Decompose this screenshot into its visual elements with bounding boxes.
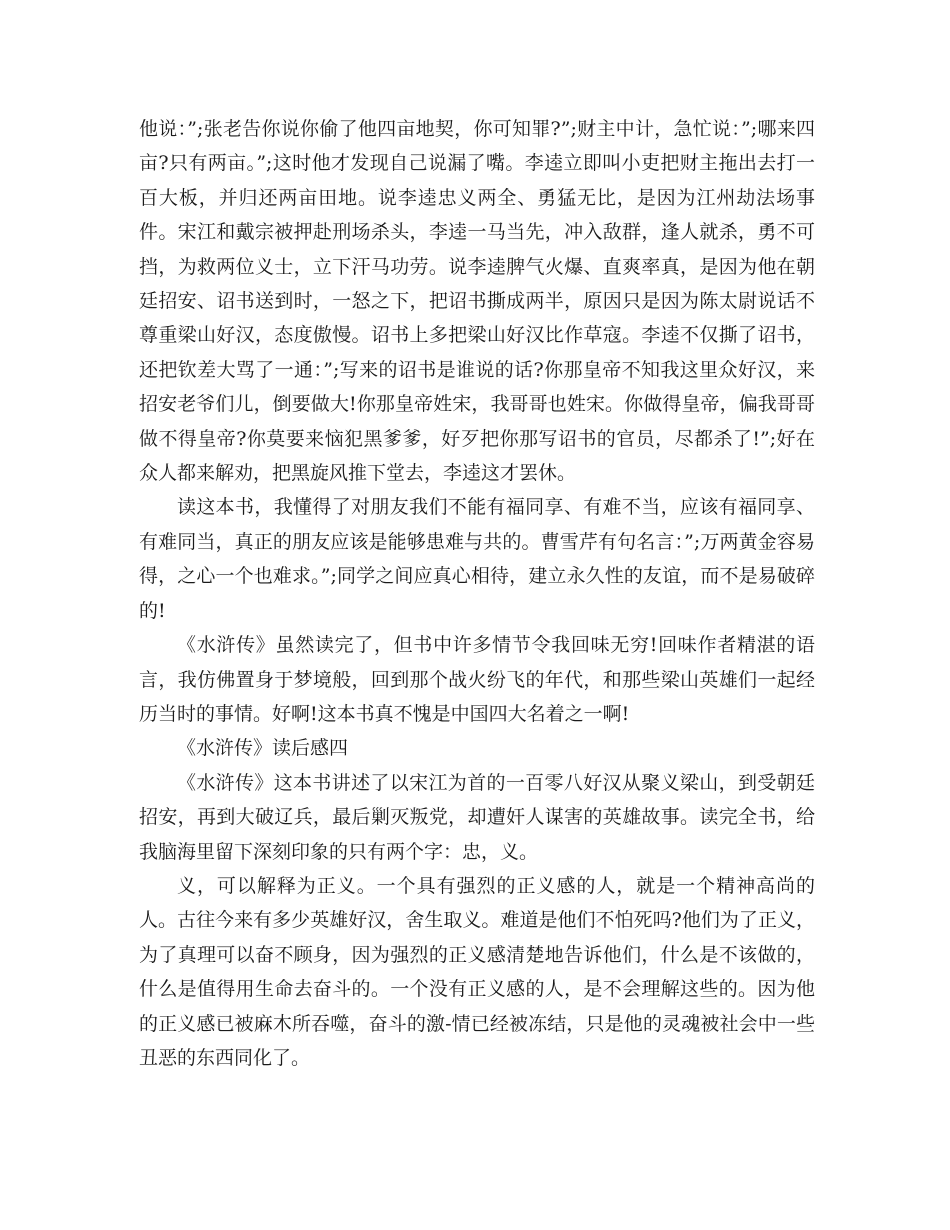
paragraph-5: 义，可以解释为正义。一个具有强烈的正义感的人，就是一个精神高尚的人。古往今来有多少英雄好汉，舍生取义。难道是他们不怕死吗?他们为了正义，为了真理可以奋不顾身，因为强烈的正义感清楚地告诉他们，什么是不该做的，什么是值得用生命去奋斗的。一个没有正义感的人，是不会理解这些的。因为他的正义感已被麻木所吞噬，奋斗的激-情已经被冻结，只是他的灵魂被社会中一些丑恶的东西同化了。 [139,874,815,1069]
document-body [139,112,815,1075]
paragraph-4: 《水浒传》这本书讲述了以宋江为首的一百零八好汉从聚义梁山，到受朝廷招安，再到大破辽兵，最后剿灭叛党，却遭奸人谋害的英雄故事。读完全书，给我脑海里留下深刻印象的只有两个字：忠，义。 [139,771,815,863]
paragraph-1: 他说：”;张老告你说你偷了他四亩地契，你可知罪?”;财主中计，急忙说：”;哪来四亩?只有两亩。”;这时他才发现自己说漏了嘴。李逵立即叫小吏把财主拖出去打一百大板，并归还两亩田地。说李逵忠义两全、勇猛无比，是因为江州劫法场事件。宋江和戴宗被押赴刑场杀头，李逵一马当先，冲入敌群，逢人就杀，勇不可挡，为救两位义士，立下汗马功劳。说李逵脾气火爆、直爽率真，是因为他在朝廷招安、诏书送到时，一怒之下，把诏书撕成两半，原因只是因为陈太尉说话不尊重梁山好汉，态度傲慢。诏书上多把梁山好汉比作草寇。李逵不仅撕了诏书，还把钦差大骂了一通：”;写来的诏书是谁说的话?你那皇帝不知我这里众好汉，来招安老爷们儿，倒要做大!你那皇帝姓宋，我哥哥也姓宋。你做得皇帝，偏我哥哥做不得皇帝?你莫要来恼犯黑爹爹，好歹把你那写诏书的官员，尽都杀了!”;好在众人都来解劝，把黑旋风推下堂去，李逵这才罢休。 [139,118,815,485]
section-heading: 《水浒传》读后感四 [177,737,349,760]
paragraph-2: 读这本书，我懂得了对朋友我们不能有福同享、有难不当，应该有福同享、有难同当，真正的朋友应该是能够患难与共的。曹雪芹有句名言：”;万两黄金容易得，之心一个也难求。”;同学之间应真心相待，建立永久性的友谊，而不是易破碎的! [139,496,815,622]
paragraph-3: 《水浒传》虽然读完了，但书中许多情节令我回味无穷!回味作者精湛的语言，我仿佛置身于梦境般，回到那个战火纷飞的年代，和那些梁山英雄们一起经历当时的事情。好啊!这本书真不愧是中国四大名着之一啊! [139,634,815,725]
